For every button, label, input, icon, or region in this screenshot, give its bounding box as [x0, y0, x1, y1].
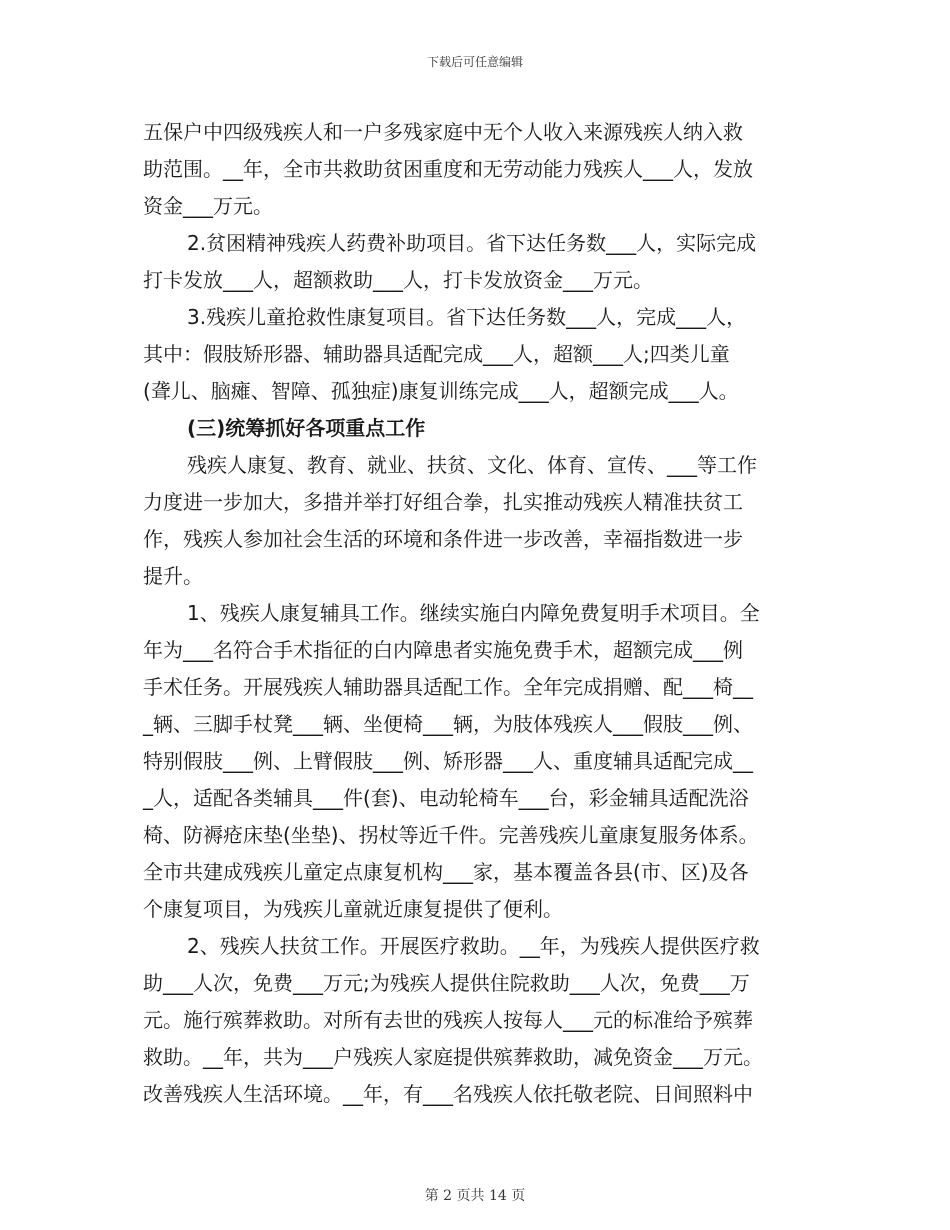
- text-line: _人，适配各类辅具___件(套)、电动轮椅车___台，彩金辅具适配洗浴: [143, 786, 749, 810]
- text-line: 力度进一步加大，多措并举打好组合拳，扎实推动残疾人精准扶贫工: [143, 490, 743, 514]
- text-line: 打卡发放___人，超额救助___人，打卡发放资金___万元。: [143, 268, 653, 292]
- text-line: 年为___名符合手术指征的白内障患者实施免费手术，超额完成___例: [143, 638, 743, 662]
- paragraph-start: 2、残疾人扶贫工作。开展医疗救助。__年，为残疾人提供医疗救: [187, 934, 760, 958]
- text-line: 椅、防褥疮床垫(坐垫)、拐杖等近千件。完善残疾儿童康复服务体系。: [143, 823, 759, 847]
- text-line: 救助。__年，共为___户残疾人家庭提供殡葬救助，减免资金___万元。: [143, 1045, 763, 1069]
- text-line: 全市共建成残疾儿童定点康复机构___家，基本覆盖各县(市、区)及各: [143, 860, 749, 884]
- page-footer: 第 2 页共 14 页: [424, 1188, 526, 1204]
- text-line: 提升。: [143, 564, 203, 588]
- text-line: 改善残疾人生活环境。__年，有___名残疾人依托敬老院、日间照料中: [143, 1082, 753, 1106]
- page-header: 下载后可任意编辑: [426, 55, 523, 69]
- paragraph-start: 1、残疾人康复辅具工作。继续实施白内障免费复明手术项目。全: [187, 601, 760, 625]
- text-line: 特别假肢___例、上臂假肢___例、矫形器___人、重度辅具适配完成__: [143, 749, 753, 773]
- paragraph-start: 2.贫困精神残疾人药费补助项目。省下达任务数___人，实际完成: [187, 231, 757, 255]
- text-line: 个康复项目，为残疾儿童就近康复提供了便利。: [143, 897, 563, 921]
- text-line: 其中：假肢矫形器、辅助器具适配完成___人，超额___人;四类儿童: [143, 342, 730, 366]
- text-line: 五保户中四级残疾人和一户多残家庭中无个人收入来源残疾人纳入救: [143, 120, 743, 144]
- paragraph-start: 3.残疾儿童抢救性康复项目。省下达任务数___人，完成___人，: [187, 305, 747, 329]
- text-line: (聋儿、脑瘫、智障、孤独症)康复训练完成___人，超额完成___人。: [143, 379, 739, 403]
- text-line: 助范围。__年，全市共救助贫困重度和无劳动能力残疾人___人，发放: [143, 157, 753, 181]
- text-line: _辆、三脚手杖凳___辆、坐便椅___辆，为肢体残疾人___假肢___例、: [143, 712, 753, 736]
- text-line: 手术任务。开展残疾人辅助器具适配工作。全年完成捐赠、配___椅__: [143, 675, 753, 699]
- section-heading: (三)统筹抓好各项重点工作: [187, 416, 426, 440]
- text-line: 作，残疾人参加社会生活的环境和条件进一步改善，幸福指数进一步: [143, 527, 743, 551]
- text-line: 元。施行殡葬救助。对所有去世的残疾人按每人___元的标准给予殡葬: [143, 1008, 753, 1032]
- paragraph-start: 残疾人康复、教育、就业、扶贫、文化、体育、宣传、___等工作: [187, 453, 757, 477]
- document-body: [143, 114, 809, 1113]
- text-line: 助___人次，免费___万元;为残疾人提供住院救助___人次，免费___万: [143, 971, 750, 995]
- text-line: 资金___万元。: [143, 194, 273, 218]
